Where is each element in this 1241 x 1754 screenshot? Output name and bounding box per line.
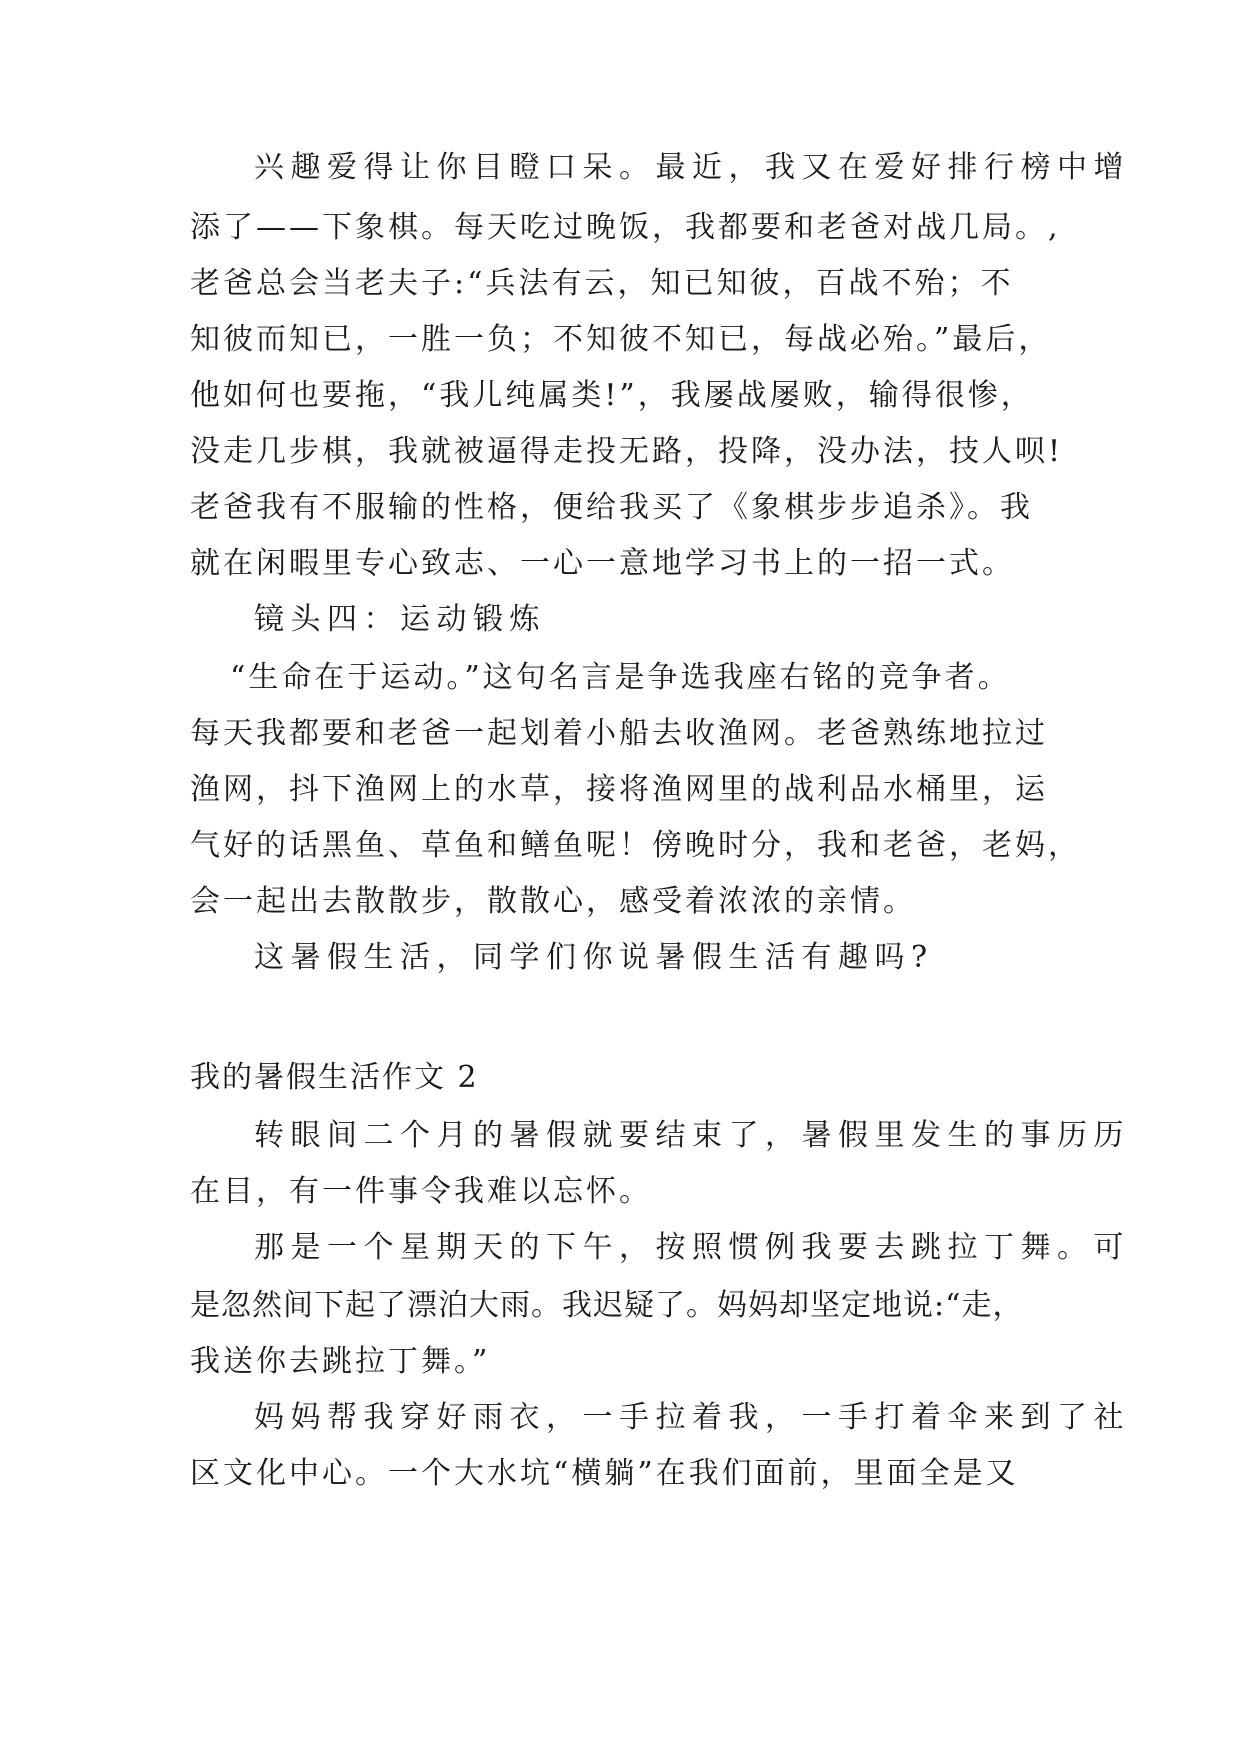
paragraph-line: 这暑假生活，同学们你说暑假生活有趣吗? [254, 940, 934, 975]
article-title: 我的暑假生活作文 2 [190, 1060, 479, 1095]
paragraph-line: 我送你去跳拉丁舞。” [190, 1344, 491, 1379]
paragraph-line: 添了——下象棋。每天吃过晚饭，我都要和老爸对战几局。, [190, 210, 1061, 245]
paragraph-line: 是忽然间下起了漂泊大雨。我迟疑了。妈妈却坚定地说:“走， [190, 1288, 1024, 1323]
paragraph-line: 没走几步棋，我就被逼得走投无路，投降，没办法，技人呗! [190, 434, 1064, 469]
paragraph-line: 渔网，抖下渔网上的水草，接将渔网里的战利品水桶里，运 [190, 772, 1048, 807]
paragraph-line: 老爸总会当老夫子:“兵法有云，知已知彼，百战不殆；不 [190, 266, 1014, 301]
paragraph-line: 就在闲暇里专心致志、一心一意地学习书上的一招一式。 [190, 546, 1015, 581]
paragraph-line: 兴趣爱得让你目瞪口呆。最近，我又在爱好排行榜中增 [254, 150, 1130, 185]
paragraph-line: 妈妈帮我穿好雨衣，一手拉着我，一手打着伞来到了社 [254, 1400, 1130, 1435]
paragraph-line: 老爸我有不服输的性格，便给我买了《象棋步步追杀》。我 [190, 490, 1033, 525]
paragraph-line: 转眼间二个月的暑假就要结束了，暑假里发生的事历历 [254, 1118, 1130, 1153]
paragraph-line: 气好的话黑鱼、草鱼和鳝鱼呢！傍晚时分，我和老爸，老妈， [190, 828, 1081, 863]
paragraph-line: 每天我都要和老爸一起划着小船去收渔网。老爸熟练地拉过 [190, 716, 1048, 751]
paragraph-line: 在目，有一件事令我难以忘怀。 [190, 1174, 652, 1209]
paragraph-line: “生命在于运动。”这句名言是争选我座右铭的竞争者。 [230, 660, 1011, 695]
section-heading: 镜头四：运动锻炼 [254, 602, 546, 637]
paragraph-line: 知彼而知已，一胜一负；不知彼不知已，每战必殆。”最后， [190, 322, 1052, 357]
paragraph-line: 会一起出去散散步，散散心，感受着浓浓的亲情。 [190, 884, 916, 919]
paragraph-line: 区文化中心。一个大水坑“横躺”在我们面前，里面全是又 [190, 1456, 1019, 1491]
paragraph-line: 他如何也要拖，“我儿纯属类!”，我屡战屡败，输得很惨， [190, 378, 1034, 413]
paragraph-line: 那是一个星期天的下午，按照惯例我要去跳拉丁舞。可 [254, 1230, 1130, 1265]
